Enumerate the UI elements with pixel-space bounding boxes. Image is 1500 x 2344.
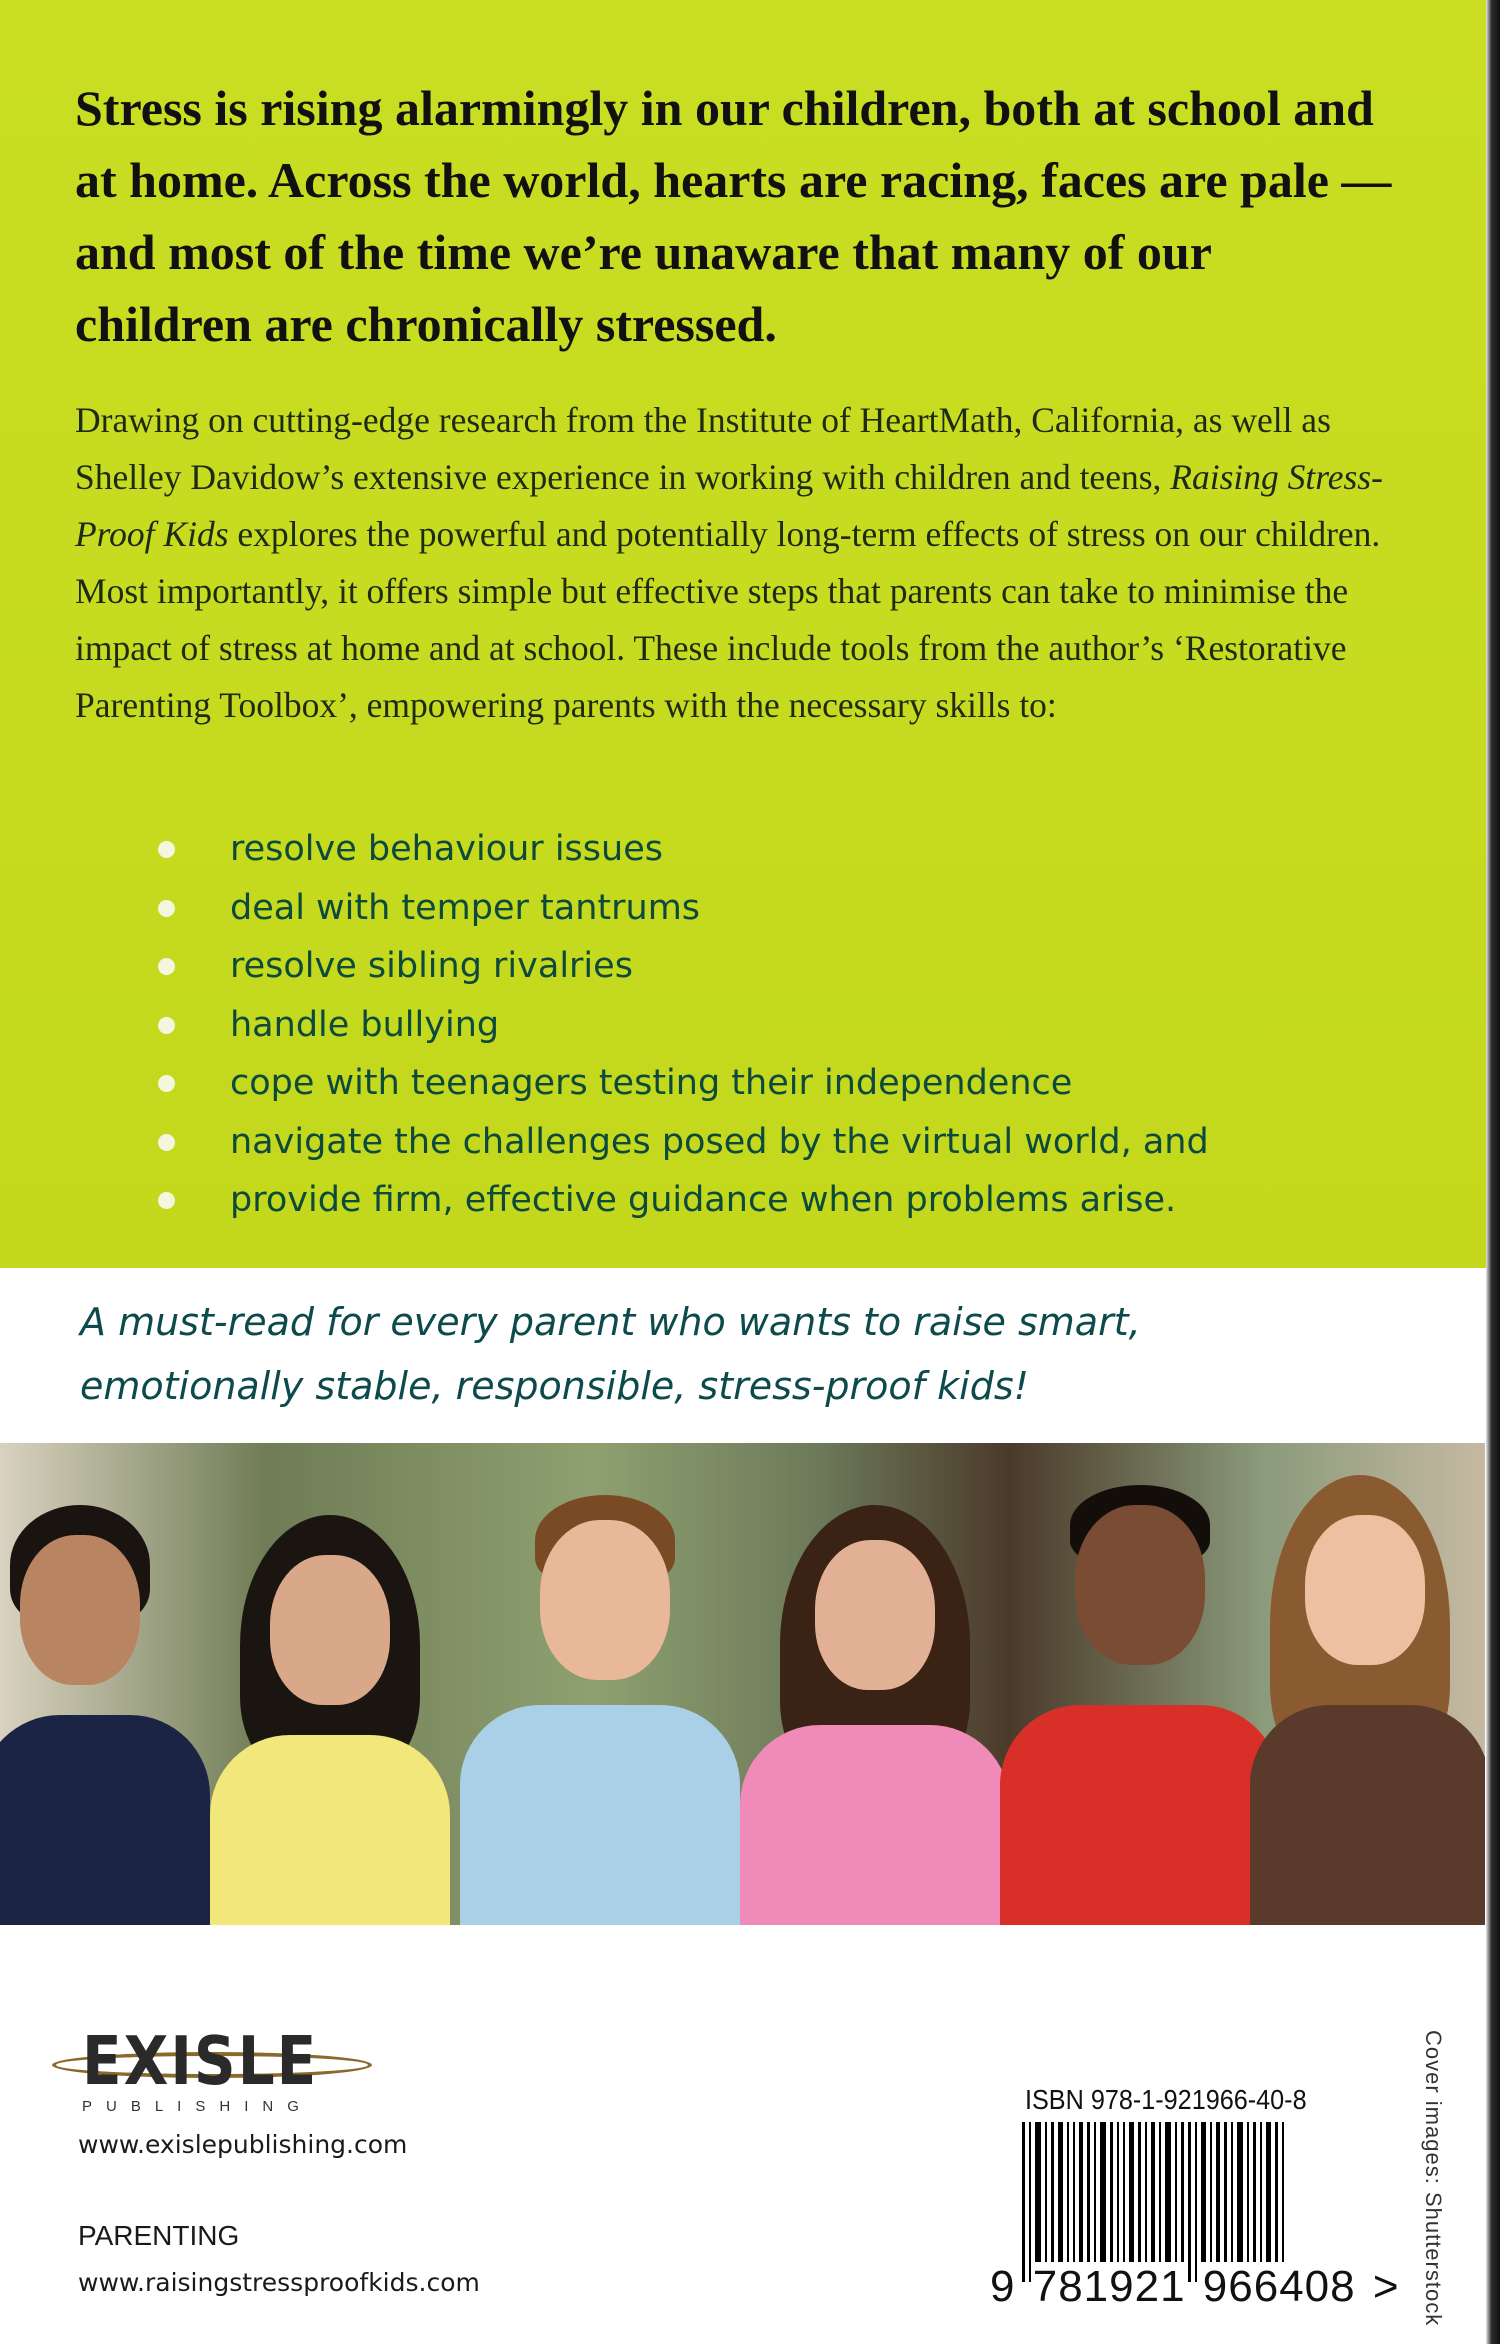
child-figure [200, 1515, 460, 1925]
child-figure [1250, 1475, 1485, 1925]
list-item-text: resolve sibling rivalries [230, 946, 633, 986]
barcode-bar [1117, 2122, 1119, 2282]
headline: Stress is rising alarmingly in our children, both at school and at home. Across the world, hearts are racing, faces are pale — and most of the time we’re unaware that many of our children are chronically stressed. [75, 80, 1392, 352]
barcode-bar [1045, 2122, 1047, 2282]
barcode-bar [1175, 2122, 1177, 2282]
barcode-bar [1224, 2122, 1227, 2282]
list-item-text: cope with teenagers testing their independence [230, 1063, 1073, 1103]
bullet-icon [158, 841, 175, 858]
barcode-bar [1275, 2122, 1278, 2282]
barcode-bar [1282, 2122, 1284, 2282]
barcode-bar [1151, 2122, 1155, 2282]
barcode-bar [1247, 2122, 1249, 2282]
bullet-icon [158, 1192, 175, 1209]
barcode-bar [1145, 2122, 1147, 2282]
barcode-bar [1195, 2122, 1197, 2282]
book-title: Raising Stress-Proof Kids [75, 457, 1383, 554]
barcode-bar [1201, 2122, 1206, 2282]
logo-word: EXISLE [82, 2022, 319, 2101]
barcode-bar [1237, 2122, 1243, 2282]
barcode-bar [1087, 2122, 1090, 2282]
barcode-bar [1079, 2122, 1083, 2282]
list-item-text: provide firm, effective guidance when problems arise. [230, 1180, 1177, 1220]
list-item [150, 820, 1209, 879]
list-item [150, 996, 1209, 1055]
cover-photo-children [0, 1443, 1485, 1925]
list-item-text: deal with temper tantrums [230, 887, 701, 928]
barcode-bar [1058, 2122, 1063, 2282]
barcode-bar [1051, 2122, 1054, 2282]
barcode-bar [1029, 2122, 1031, 2282]
barcode-bar [1266, 2122, 1271, 2282]
exisle-publishing-logo [52, 2022, 342, 2114]
bullet-icon [158, 1017, 175, 1034]
barcode-bar [1022, 2122, 1025, 2282]
book-website[interactable]: www.raisingstressproofkids.com [78, 2268, 480, 2297]
barcode-bar [1210, 2122, 1212, 2282]
list-item [150, 879, 1209, 938]
barcode-digit-first: 9 [990, 2262, 1016, 2311]
child-figure [0, 1505, 210, 1925]
image-credit: Cover images: Shutterstock [1421, 2030, 1446, 2327]
barcode-bar [1253, 2122, 1256, 2282]
child-figure [460, 1495, 740, 1925]
barcode-bar [1165, 2122, 1171, 2282]
barcode-bar [1110, 2122, 1113, 2282]
isbn-label: ISBN 978-1-921966-40-8 [1025, 2084, 1307, 2115]
barcode-bar [1067, 2122, 1069, 2282]
barcode-bar [1123, 2122, 1125, 2282]
barcode-digit-group1: 781921 [1032, 2262, 1186, 2311]
list-item [150, 1113, 1209, 1172]
list-item-text: resolve behaviour issues [230, 829, 663, 869]
barcode-digits [988, 2262, 1402, 2312]
bullet-icon [158, 900, 175, 917]
bullet-icon [158, 958, 175, 975]
skills-list [150, 820, 1209, 1230]
barcode-bar [1260, 2122, 1262, 2282]
bullet-icon [158, 1075, 175, 1092]
barcode-bar [1035, 2122, 1041, 2282]
barcode-bar [1231, 2122, 1233, 2282]
list-item [150, 1171, 1209, 1230]
child-figure [1000, 1485, 1280, 1925]
tagline: A must-read for every parent who wants to raise smart, emotionally stable, responsible, stress-proof kids! [80, 1300, 1141, 1408]
publisher-website[interactable]: www.exislepublishing.com [78, 2130, 408, 2159]
barcode-bar [1138, 2122, 1141, 2282]
list-item-text: navigate the challenges posed by the virtual world, and [230, 1121, 1209, 1162]
barcode [1022, 2122, 1372, 2282]
description [75, 392, 1435, 734]
book-edge [1486, 0, 1500, 2344]
logo-subtitle: PUBLISHING [82, 2098, 313, 2115]
barcode-bar [1129, 2122, 1134, 2282]
barcode-bar [1094, 2122, 1096, 2282]
bullet-icon [158, 1134, 175, 1151]
barcode-bar [1073, 2122, 1075, 2282]
description-part2: explores the powerful and potentially long-term effects of stress on our children. Most importantly, it offers simple but effective steps that parents can take to minimise the impact of stress at home and at school. These include tools from the author’s ‘Restorative Parenting Toolbox’, empowering parents with the necessary skills to: [75, 514, 1381, 725]
list-item-text: handle bullying [230, 1004, 500, 1045]
barcode-bar [1216, 2122, 1220, 2282]
barcode-bar [1188, 2122, 1191, 2282]
barcode-bar [1181, 2122, 1184, 2282]
list-item [150, 1054, 1209, 1113]
barcode-digit-group2: 966408 [1202, 2262, 1356, 2311]
description-part1: Drawing on cutting-edge research from the Institute of HeartMath, California, as well as Shelley Davidow’s extensive experience in working with children and teens, [75, 400, 1331, 497]
barcode-bar [1159, 2122, 1161, 2282]
list-item [150, 937, 1209, 996]
barcode-bar [1100, 2122, 1106, 2282]
child-figure [740, 1505, 1010, 1925]
barcode-arrow: > [1372, 2262, 1400, 2311]
category-label: PARENTING [78, 2220, 240, 2251]
